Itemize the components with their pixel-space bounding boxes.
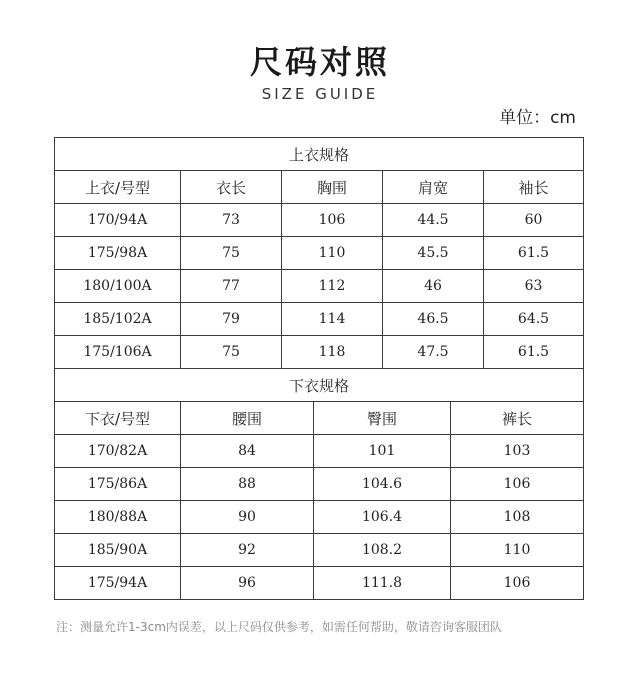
- table-cell: 92: [181, 534, 314, 567]
- column-header: 腰围: [181, 402, 314, 435]
- table-cell: 90: [181, 501, 314, 534]
- table-cell: 112: [282, 270, 383, 303]
- table-cell: 111.8: [314, 567, 451, 600]
- table-cell: 110: [282, 237, 383, 270]
- column-header: 上衣/号型: [55, 171, 181, 204]
- table-cell: 106.4: [314, 501, 451, 534]
- table-header-row: [55, 171, 584, 204]
- table-cell: 170/82A: [55, 435, 181, 468]
- table-row: [55, 534, 584, 567]
- table-cell: 180/88A: [55, 501, 181, 534]
- table-cell: 46.5: [383, 303, 484, 336]
- table-cell: 45.5: [383, 237, 484, 270]
- table-cell: 79: [181, 303, 282, 336]
- table-row: [55, 237, 584, 270]
- table-cell: 104.6: [314, 468, 451, 501]
- table-row: [55, 435, 584, 468]
- table-cell: 60: [484, 204, 584, 237]
- table-cell: 103: [451, 435, 584, 468]
- column-header: 下衣/号型: [55, 402, 181, 435]
- table-cell: 175/98A: [55, 237, 181, 270]
- table-cell: 101: [314, 435, 451, 468]
- table-row: [55, 567, 584, 600]
- table-row: [55, 501, 584, 534]
- page-title: 尺码对照: [249, 43, 390, 81]
- table-cell: 108: [451, 501, 584, 534]
- table-cell: 175/86A: [55, 468, 181, 501]
- column-header: 衣长: [181, 171, 282, 204]
- table-cell: 185/90A: [55, 534, 181, 567]
- column-header: 臀围: [314, 402, 451, 435]
- table-cell: 44.5: [383, 204, 484, 237]
- table-row: [55, 270, 584, 303]
- table-cell: 110: [451, 534, 584, 567]
- table-cell: 64.5: [484, 303, 584, 336]
- column-header: 胸围: [282, 171, 383, 204]
- table-cell: 61.5: [484, 237, 584, 270]
- table-cell: 75: [181, 336, 282, 369]
- top-section-title: 上衣规格: [55, 138, 584, 171]
- table-cell: 170/94A: [55, 204, 181, 237]
- footer-note: 注：测量允许1-3cm内误差，以上尺码仅供参考，如需任何帮助，敬请咨询客服团队: [56, 620, 502, 634]
- table-section-row: [55, 138, 584, 171]
- table-row: [55, 336, 584, 369]
- top-size-table: [54, 137, 584, 369]
- table-header-row: [55, 402, 584, 435]
- table-cell: 106: [451, 567, 584, 600]
- bottom-section-title: 下衣规格: [55, 369, 584, 402]
- table-cell: 84: [181, 435, 314, 468]
- table-cell: 118: [282, 336, 383, 369]
- table-cell: 96: [181, 567, 314, 600]
- table-row: [55, 468, 584, 501]
- table-cell: 106: [282, 204, 383, 237]
- table-cell: 88: [181, 468, 314, 501]
- table-cell: 185/102A: [55, 303, 181, 336]
- table-cell: 77: [181, 270, 282, 303]
- table-cell: 75: [181, 237, 282, 270]
- column-header: 袖长: [484, 171, 584, 204]
- table-cell: 73: [181, 204, 282, 237]
- table-cell: 108.2: [314, 534, 451, 567]
- table-cell: 61.5: [484, 336, 584, 369]
- table-cell: 63: [484, 270, 584, 303]
- table-cell: 175/94A: [55, 567, 181, 600]
- table-cell: 46: [383, 270, 484, 303]
- table-row: [55, 204, 584, 237]
- table-row: [55, 303, 584, 336]
- column-header: 肩宽: [383, 171, 484, 204]
- table-cell: 106: [451, 468, 584, 501]
- bottom-size-table: [54, 368, 584, 600]
- column-header: 裤长: [451, 402, 584, 435]
- unit-label: 单位：cm: [499, 108, 576, 128]
- table-cell: 180/100A: [55, 270, 181, 303]
- page-subtitle: SIZE GUIDE: [261, 85, 379, 103]
- table-section-row: [55, 369, 584, 402]
- table-cell: 175/106A: [55, 336, 181, 369]
- table-cell: 114: [282, 303, 383, 336]
- table-cell: 47.5: [383, 336, 484, 369]
